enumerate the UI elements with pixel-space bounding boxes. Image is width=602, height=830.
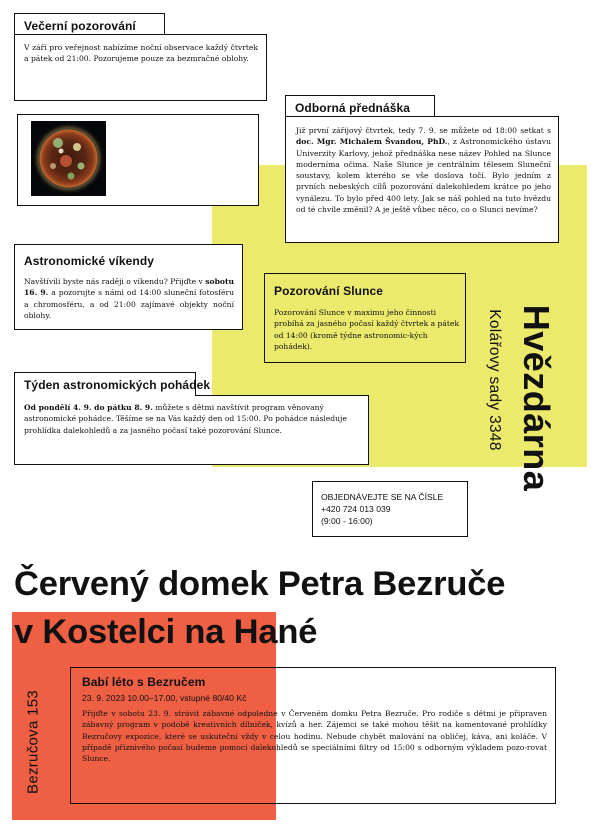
contact-hours: (9:00 - 16:00) bbox=[321, 516, 373, 526]
sun-photo-graphic bbox=[31, 121, 106, 196]
observatory-name: Hvězdárna bbox=[516, 304, 557, 492]
sun-observation-text: Pozorování Slunce v maximu jeho činnosti probíhá za jasného počasí každý čtvrtek a pátek od 14:00 (kromě týdne astronomic-kých pohádek). bbox=[274, 308, 460, 351]
house-title-line1: Červený domek Petra Bezruče bbox=[14, 565, 506, 603]
weekends-text bbox=[24, 276, 234, 321]
weekends-date: sobotu 16. 9. bbox=[24, 277, 234, 298]
sun-observation-title: Pozorování Slunce bbox=[274, 284, 384, 298]
contact-phone: +420 724 013 039 bbox=[321, 504, 391, 514]
evening-text: V září pro veřejnost nabízíme noční observace každý čtvrtek a pátek od 21:00. Pozorujeme pouze za bezmračné oblohy. bbox=[24, 43, 258, 64]
contact-heading: OBJEDNÁVEJTE SE NA ČÍSLE bbox=[321, 492, 444, 502]
weekends-text-part1: Navštívili byste nás raději o víkendu? Přijďte v bbox=[24, 277, 206, 286]
lecture-text-part1: Již první zářijový čtvrtek, tedy 7. 9. se můžete od 18:00 setkat s bbox=[296, 126, 551, 135]
house-address: Bezručova 153 bbox=[24, 690, 42, 794]
babi-text: Přijďte v sobotu 23. 9. strávit zábavné odpoledne v Červeném domku Petra Bezruče. Pro rodiče s dětmi je připraven zábavný program v podobě kreativních dílniček, kvízů a her. Zájemci se také mohou těšit na komentované prohlídky Bezručovy expozice, které se uskuteční vždy v celou hodinu. Nebude chybět malování na obličej, káva, ani koláče. V případě příznivého počasí budeme pomocí dalekohledů se speciálními filtry od 15:00 s odborným výkladem pozo-rovat Slunce. bbox=[82, 709, 547, 764]
lecture-speaker: doc. Mgr. Michalem Švandou, PhD. bbox=[296, 137, 448, 147]
contact-text bbox=[321, 491, 443, 527]
weekends-text-part2: a pozorujte s námi od 14:00 sluneční fotosféru a chromosféru, a od 21:00 zajímavé objekty noční oblohy. bbox=[24, 288, 234, 320]
observatory-address: Kolářovy sady 3348 bbox=[486, 309, 503, 451]
house-title-line2: v Kostelci na Hané bbox=[14, 613, 318, 651]
weekends-title: Astronomické víkendy bbox=[24, 254, 155, 268]
babi-title: Babí léto s Bezručem bbox=[82, 675, 206, 689]
lecture-title: Odborná přednáška bbox=[295, 101, 411, 115]
sun-image bbox=[31, 121, 106, 196]
fairy-title: Týden astronomických pohádek bbox=[24, 378, 211, 392]
fairy-dates: Od pondělí 4. 9. do pátku 8. 9. bbox=[24, 403, 153, 412]
fairy-text-body: můžete s dětmi navštívit program věnovaný astronomické pohádce. Těšíme se na Vás každý den od 15:00. Po pohádce následuje prohlídka dalekohledů a za jasného počasí také pozorování Slunce. bbox=[24, 403, 347, 435]
lecture-text-part2: , z Astronomického ústavu Univerzity Karlovy, jehož přednáška nese název Pohled na Slunce moderníma očima. Naše Slunce je centrálním tělesem Sluneční soustavy, kolem kterého se vše doslova točí. Bylo jedním z prvních nebeských cílů pozorování dalekohledem krátce po jeho vynálezu. To bylo před 400 lety. Jak se náš pohled na tuto hvězdu od té chvíle změnil? A je ještě vůbec něco, co o Slunci nevíme? bbox=[296, 137, 551, 215]
fairy-text bbox=[24, 402, 360, 436]
lecture-text bbox=[296, 125, 551, 215]
evening-title: Večerní pozorování bbox=[24, 19, 136, 33]
babi-details: 23. 9. 2023 10.00–17.00, vstupné 80/40 Kč bbox=[82, 693, 247, 703]
